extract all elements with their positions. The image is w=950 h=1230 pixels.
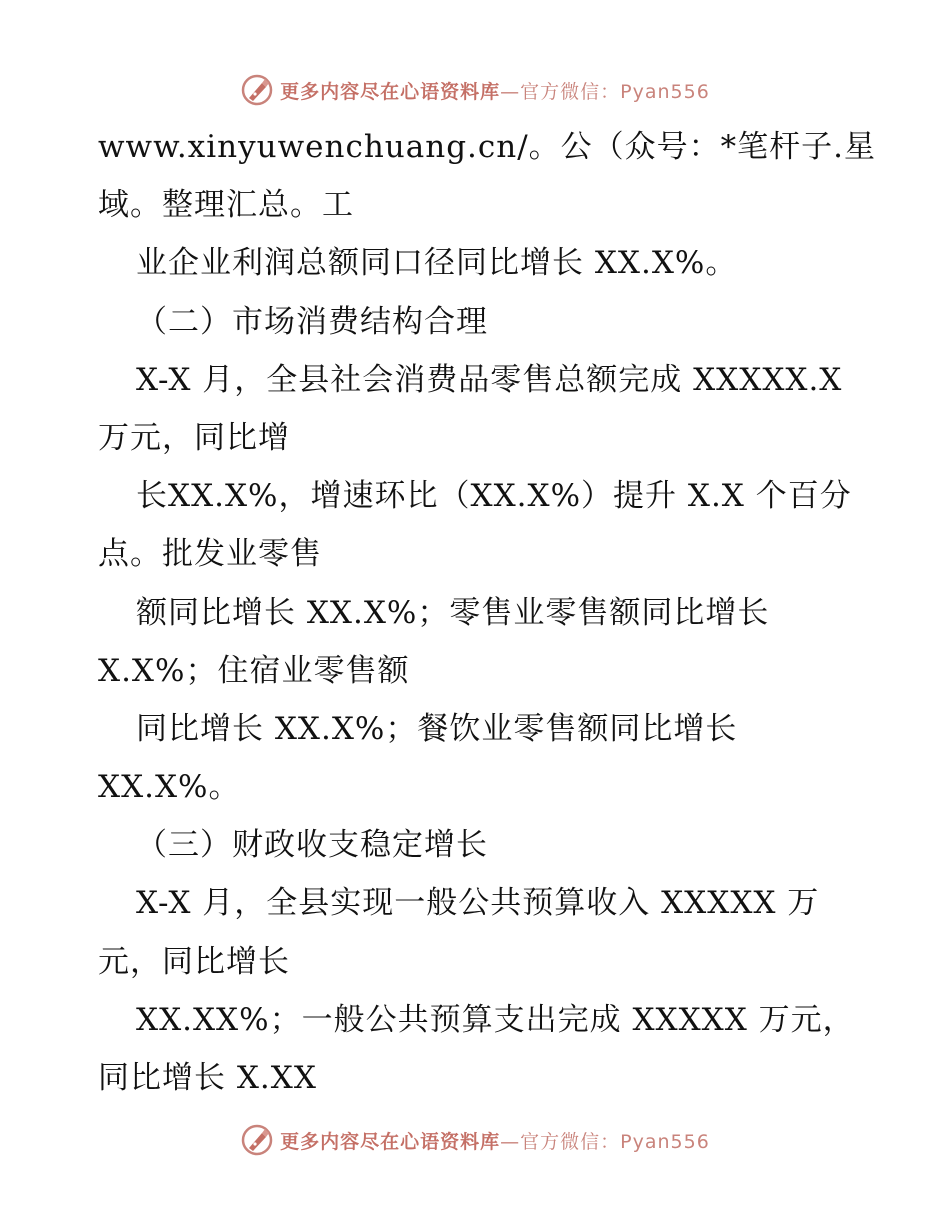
header-banner-brand: 更多内容尽在心语资料库 xyxy=(280,80,501,103)
body-line-3: 业企业利润总额同口径同比增长 XX.X%。 xyxy=(136,245,738,282)
footer-banner xyxy=(0,1120,950,1160)
footer-banner-suffix: —官方微信：Pyan556 xyxy=(500,1130,710,1153)
pen-nib-seal-icon xyxy=(240,73,274,107)
body-line-10: X.X%；住宿业零售额 xyxy=(98,652,410,689)
body-line-7: 长XX.X%，增速环比（XX.X%）提升 X.X 个百分 xyxy=(136,478,852,515)
body-line-1: www.xinyuwenchuang.cn/。公（众号：*笔杆子.星 xyxy=(98,129,877,165)
footer-banner-text xyxy=(280,1127,710,1154)
body-line-6: 万元，同比增 xyxy=(98,419,290,456)
body-line-11: 同比增长 XX.X%；餐饮业零售额同比增长 xyxy=(136,710,738,747)
footer-banner-brand: 更多内容尽在心语资料库 xyxy=(280,1130,501,1153)
header-banner-suffix: —官方微信：Pyan556 xyxy=(500,80,710,103)
section-heading-3: （三）财政收支稳定增长 xyxy=(136,827,488,864)
header-banner xyxy=(0,70,950,110)
body-line-5: X-X 月，全县社会消费品零售总额完成 XXXXX.X xyxy=(136,361,843,398)
body-line-12: XX.X%。 xyxy=(98,769,241,806)
body-line-8: 点。批发业零售 xyxy=(98,536,322,573)
body-line-15: 元，同比增长 xyxy=(98,943,290,980)
section-heading-2: （二）市场消费结构合理 xyxy=(136,303,488,340)
body-line-17: 同比增长 X.XX xyxy=(98,1060,317,1096)
body-line-2: 域。整理汇总。工 xyxy=(98,187,354,224)
body-line-14: X-X 月，全县实现一般公共预算收入 XXXXX 万 xyxy=(136,885,820,922)
header-banner-text xyxy=(280,77,710,104)
pen-nib-seal-icon xyxy=(240,1123,274,1157)
body-line-9: 额同比增长 XX.X%；零售业零售额同比增长 xyxy=(136,594,770,631)
document-body xyxy=(98,118,877,1107)
body-line-16: XX.XX%；一般公共预算支出完成 XXXXX 万元， xyxy=(136,1001,855,1038)
